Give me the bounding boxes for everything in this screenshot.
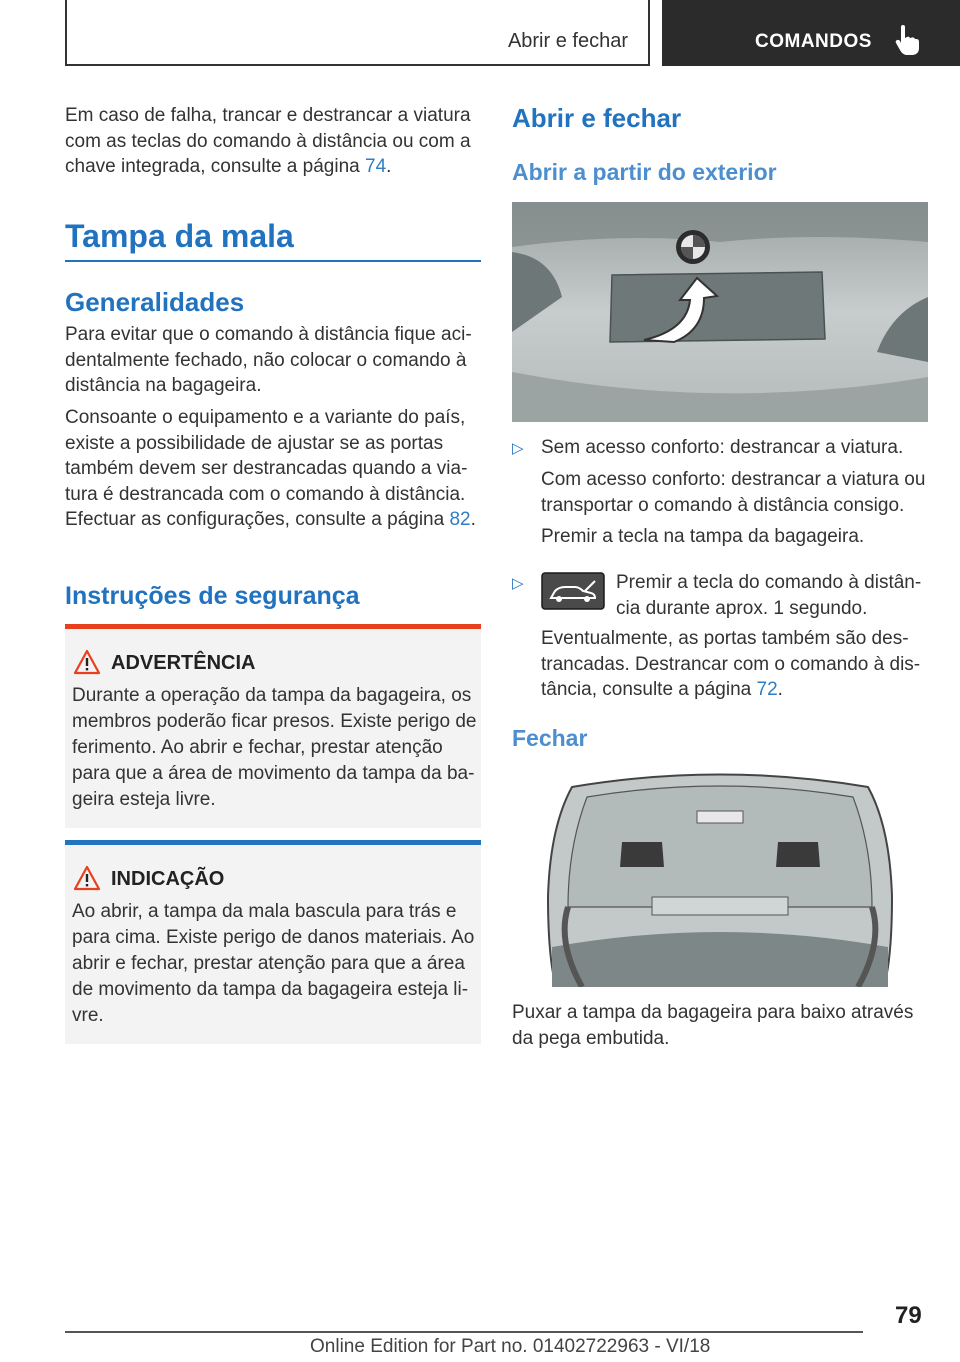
notice-triangle-icon <box>73 865 101 891</box>
header-chapter-label: COMANDOS <box>755 31 872 52</box>
footer-rule <box>65 1331 863 1333</box>
heading-generalidades: Generalidades <box>65 287 245 317</box>
warning-triangle-icon <box>73 649 101 675</box>
notice-bar <box>65 840 481 845</box>
warning-text: Durante a operação da tampa da bagageira, os membros poderão ficar presos. Existe perigo de ferimento. Ao abrir e fechar, prestar atenção para que a área de movimento da tampa da bageira esteja livre. <box>72 685 477 810</box>
general-paragraph-2: Consoante o equipamento e a variante do país, existe a possibilidade de ajustar se as portas também devem ser destrancadas quando a viatura é destrancada com o comando à distância. Efectuar as configurações, consulte a página 82. <box>65 407 476 530</box>
bullet1-line3: Premir a tecla na tampa da bagageira. <box>541 526 865 547</box>
hand-pointer-icon <box>894 24 920 56</box>
notice-text: Ao abrir, a tampa da mala bascula para trás e para cima. Existe perigo de danos materiais. Ao abrir e fechar, prestar atenção para que a área de movimento da tampa da bagageira esteja livre. <box>72 901 475 1026</box>
footer-edition: Online Edition for Part no. 01402722963 - VI/18 <box>310 1336 711 1357</box>
page-link-72[interactable]: 72 <box>756 679 778 700</box>
general-paragraph-1: Para evitar que o comando à distância fique acidentalmente fechado, não colocar o comando à distância na bagageira. <box>65 324 472 396</box>
section-title: Tampa da mala <box>65 218 294 254</box>
bullet1-line1: Sem acesso conforto: destrancar a viatura. <box>541 437 904 458</box>
close-paragraph: Puxar a tampa da bagageira para baixo através da pega embutida. <box>512 1002 914 1049</box>
header-section-title: Abrir e fechar <box>507 30 628 52</box>
trunk-close-illustration <box>512 767 928 987</box>
intro-paragraph: Em caso de falha, trancar e destrancar a viatura com as teclas do comando à distância ou com a chave integrada, consulte a página 74. <box>65 105 471 177</box>
bullet-marker-1: ▷ <box>512 440 524 457</box>
bullet2-after: Eventualmente, as portas também são destrancadas. Destrancar com o comando à distância, consulte a página 72. <box>541 628 921 700</box>
header-chapter-tab <box>662 0 960 66</box>
section-title-rule <box>65 260 481 262</box>
subheading-open-exterior: Abrir a partir do exterior <box>512 159 777 185</box>
heading-abrir-fechar: Abrir e fechar <box>512 103 682 133</box>
heading-safety: Instruções de segurança <box>65 582 360 610</box>
warning-box <box>65 624 481 828</box>
subheading-close: Fechar <box>512 725 588 751</box>
page-number: 79 <box>895 1302 922 1329</box>
warning-title: ADVERTÊNCIA <box>111 652 256 674</box>
trunk-open-illustration <box>512 202 928 422</box>
notice-title: INDICAÇÃO <box>111 868 225 890</box>
page-link-82[interactable]: 82 <box>449 509 471 530</box>
notice-box <box>65 840 481 1044</box>
bullet2-text: Premir a tecla do comando à distância durante aprox. 1 segundo. <box>616 572 922 619</box>
bullet1-line2: Com acesso conforto: destrancar a viatura ou transportar o comando à distância consigo. <box>541 469 926 516</box>
warning-bar <box>65 624 481 629</box>
bullet-marker-2: ▷ <box>512 575 524 592</box>
page-link-74[interactable]: 74 <box>365 156 387 177</box>
trunk-open-key-icon <box>541 572 605 610</box>
